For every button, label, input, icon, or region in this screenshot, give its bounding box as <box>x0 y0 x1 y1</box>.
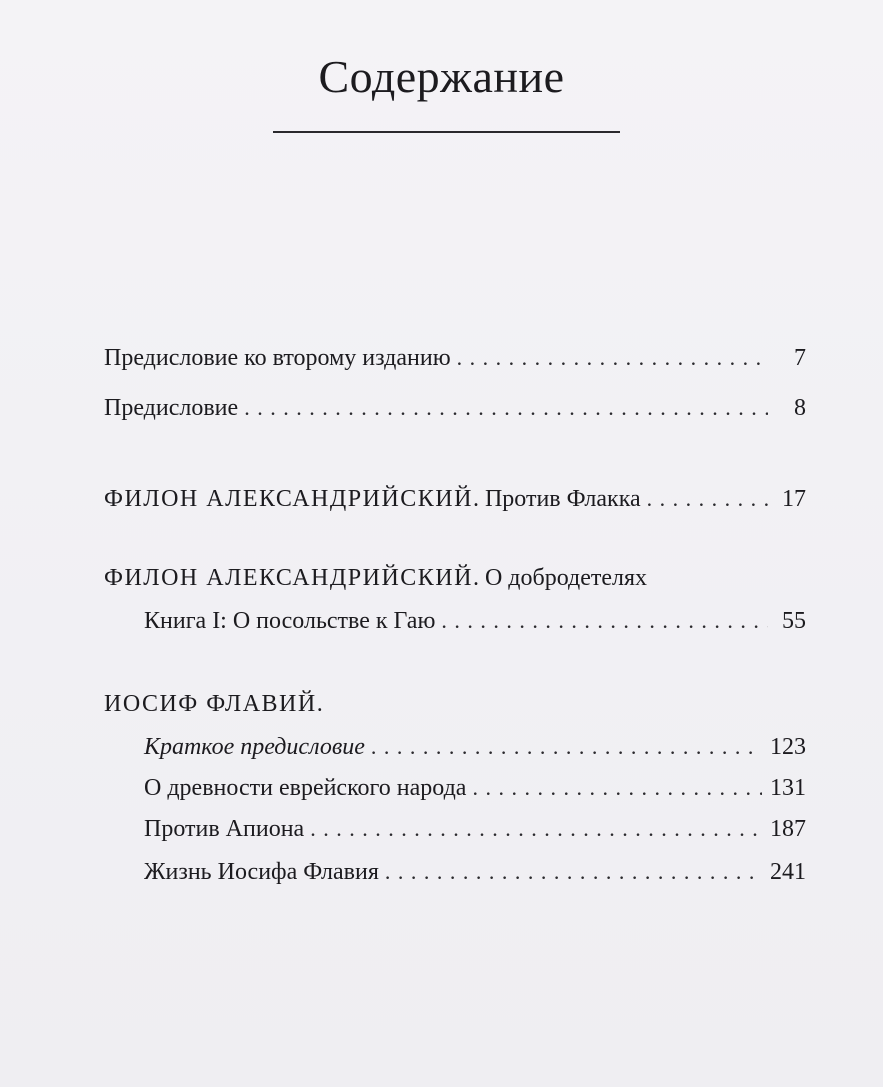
toc-entry-short-preface <box>144 731 806 763</box>
toc-page-number: 123 <box>770 734 806 760</box>
toc-author: ИОСИФ ФЛАВИЙ. <box>104 691 325 717</box>
toc-page-number: 55 <box>782 608 806 634</box>
toc-entry-label: О древности еврейского народа <box>144 775 467 801</box>
toc-entry-preface-second-edition <box>104 342 806 374</box>
toc-entry-against-flaccus <box>104 483 806 515</box>
dot-leader <box>371 731 762 763</box>
dot-leader <box>441 605 768 637</box>
title-divider <box>273 131 620 133</box>
dot-leader <box>457 342 768 374</box>
toc-entry-label <box>104 483 647 515</box>
page-title: Содержание <box>318 51 565 102</box>
toc-entry-antiquity-of-jews <box>144 772 806 804</box>
toc-section-josephus <box>104 688 324 720</box>
toc-entry-embassy-to-gaius <box>144 605 806 637</box>
toc-page-number: 17 <box>782 486 806 512</box>
toc-entry-against-apion <box>144 813 806 845</box>
toc-entry-label: Жизнь Иосифа Флавия <box>144 859 379 885</box>
dot-leader <box>310 813 762 845</box>
toc-entry-label: Против Апиона <box>144 816 305 842</box>
toc-page-number: 187 <box>770 816 806 842</box>
toc-entry-label: Предисловие ко второму изданию <box>104 345 451 371</box>
toc-entry-label: Книга I: О посольстве к Гаю <box>144 608 436 634</box>
toc-author: ФИЛОН АЛЕКСАНДРИЙСКИЙ <box>104 565 473 591</box>
dot-leader <box>244 392 768 424</box>
toc-page-number: 8 <box>794 395 806 421</box>
toc-entry-label: Предисловие <box>104 395 239 421</box>
toc-author: ФИЛОН АЛЕКСАНДРИЙСКИЙ <box>104 486 473 512</box>
toc-entry-label: Краткое предисловие <box>144 734 365 760</box>
dot-leader <box>647 483 768 515</box>
toc-section-virtues <box>104 562 647 594</box>
toc-work-title: . Против Флакка <box>472 486 641 512</box>
toc-entry-preface <box>104 392 806 424</box>
toc-entry-life-of-josephus <box>144 856 806 888</box>
toc-work-title: . О добродетелях <box>472 565 648 591</box>
toc-page-number: 241 <box>770 859 806 885</box>
toc-page-number: 131 <box>770 775 806 801</box>
dot-leader <box>472 772 762 804</box>
toc-page-number: 7 <box>794 345 806 371</box>
dot-leader <box>385 856 762 888</box>
